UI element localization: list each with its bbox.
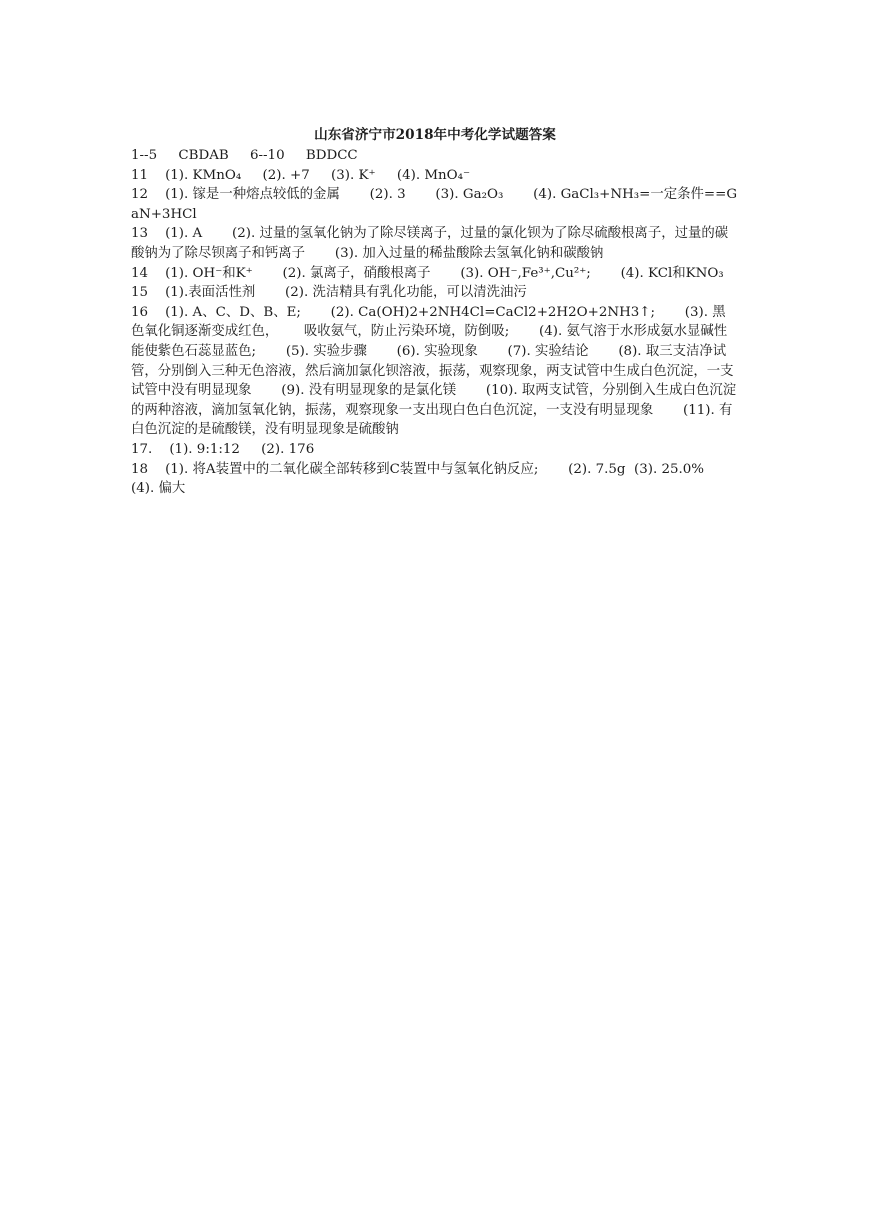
answer-text: 12 (1). 镓是一种熔点较低的金属 (2). 3 (3). Ga₂O₃ (4). GaCl₃+NH₃=一定条件==GaN+3HCl (131, 187, 738, 222)
answer-line-18 (131, 460, 739, 499)
answer-line-1-10 (131, 146, 739, 166)
answer-line-12 (131, 185, 739, 224)
answer-text: 11 (1). KMnO₄ (2). +7 (3). K⁺ (4). MnO₄⁻ (131, 167, 471, 183)
answer-text: 13 (1). A (2). 过量的氢氧化钠为了除尽镁离子，过量的氯化钡为了除尽硫酸根离子，过量的碳酸钠为了除尽钡离子和钙离子 (3). 加入过量的稀盐酸除去氢氧化钠和碳酸钠 (131, 226, 729, 261)
answer-line-11 (131, 166, 739, 186)
answer-text: 18 (1). 将A装置中的二氧化碳全部转移到C装置中与氢氧化钠反应; (2). 7.5g (3). 25.0% (4). 偏大 (131, 461, 726, 497)
answer-line-13 (131, 224, 739, 263)
answer-text: 15 (1).表面活性剂 (2). 洗洁精具有乳化功能，可以清洗油污 (131, 285, 527, 301)
answer-text: 14 (1). OH⁻和K⁺ (2). 氯离子，硝酸根离子 (3). OH⁻,Fe³⁺,Cu²⁺; (4). KCl和KNO₃ (131, 265, 724, 281)
answer-text: 1--5 CBDAB 6--10 BDDCC (131, 148, 358, 163)
answer-line-15 (131, 283, 739, 303)
answer-page (131, 126, 739, 499)
answer-line-16 (131, 303, 739, 440)
answer-text: 16 (1). A、C、D、B、E; (2). Ca(OH)2+2NH4Cl=CaCl2+2H2O+2NH3↑; (3). 黑色氧化铜逐渐变成红色， 吸收氨气，防止污染环境，防倒吸; (4). 氨气溶于水形成氨水显碱性能使紫色石蕊显蓝色; (5). 实验步骤 (6). 实验现象 (7). 实验结论 (8). 取三支洁净试管，分别倒入三种无色溶液，然后滴加氯化钡溶液，振荡，观察现象，两支试管中生成白色沉淀，一支试管中没有明显现象 (9). 没有明显现象的是氯化镁 (10). 取两支试管，分别倒入生成白色沉淀的两种溶液，滴加氢氧化钠，振荡，观察现象一支出现白色白色沉淀，一支没有明显现象 (11). 有白色沉淀的是硫酸镁，没有明显现象是硫酸钠 (131, 304, 737, 438)
answer-line-17 (131, 440, 739, 460)
page-title: 山东省济宁市2018年中考化学试题答案 (314, 127, 556, 143)
answer-line-14 (131, 264, 739, 284)
answer-text: 17. (1). 9:1:12 (2). 176 (131, 441, 315, 457)
